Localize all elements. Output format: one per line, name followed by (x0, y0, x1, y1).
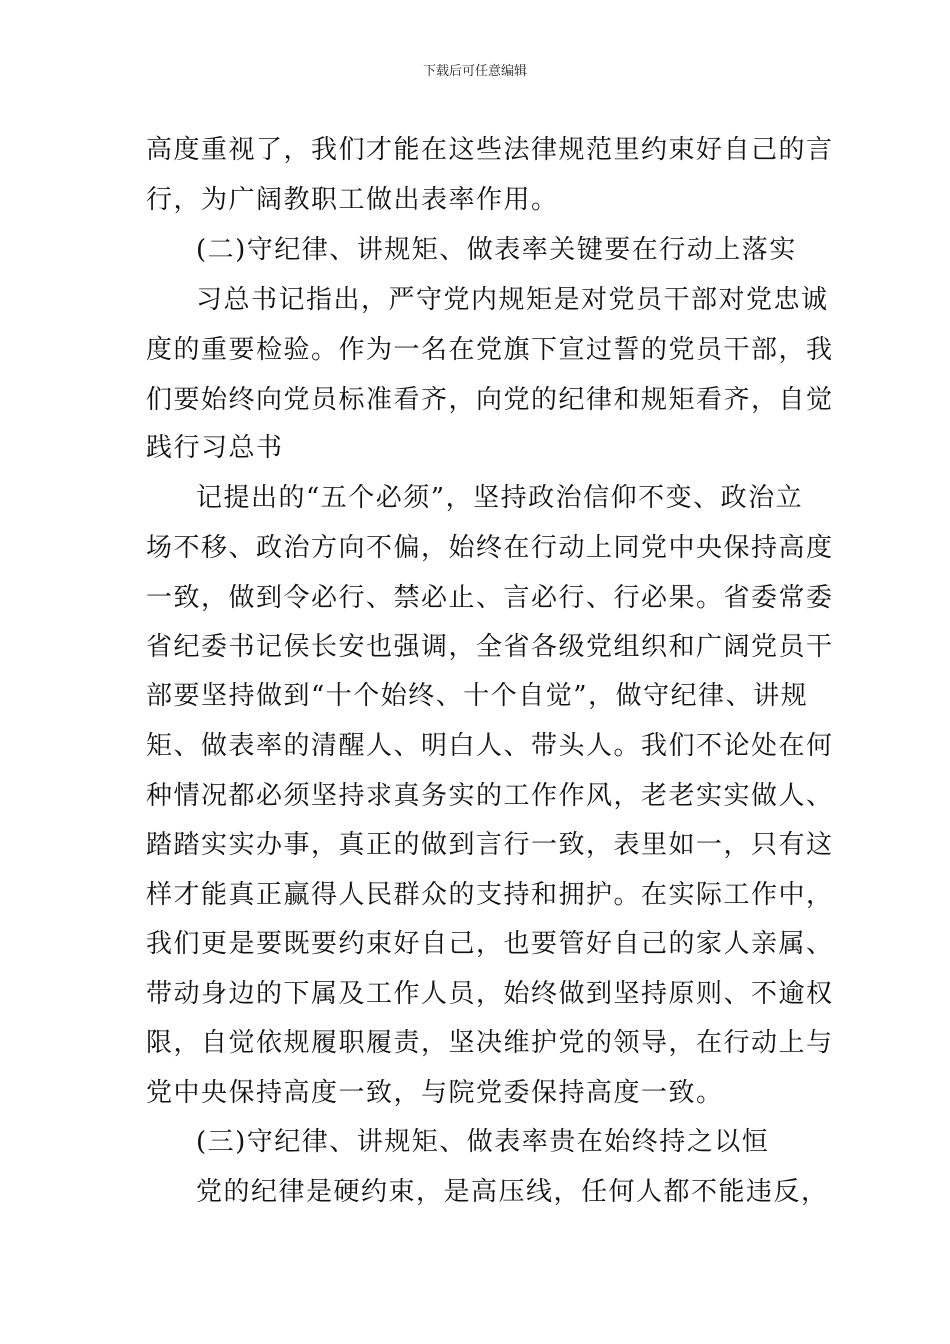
text-line: 省纪委书记侯长安也强调，全省各级党组织和广阔党员干 (146, 632, 834, 662)
text-line: 带动身边的下属及工作人员，始终做到坚持原则、不逾权 (146, 979, 834, 1009)
text-line: 样才能真正赢得人民群众的支持和拥护。在实际工作中， (146, 880, 834, 910)
section-heading: (二)守纪律、讲规矩、做表率关键要在行动上落实 (196, 235, 797, 265)
text-line: 部要坚持做到“十个始终、十个自觉”，做守纪律、讲规 (146, 681, 809, 711)
text-line: 一致，做到令必行、禁必止、言必行、行必果。省委常委 (146, 583, 834, 613)
text-line: 度的重要检验。作为一名在党旗下宣过誓的党员干部，我 (146, 335, 834, 365)
section-heading: (三)守纪律、讲规矩、做表率贵在始终持之以恒 (196, 1127, 770, 1157)
text-line: 们要始终向党员标准看齐，向党的纪律和规矩看齐，自觉 (146, 385, 834, 415)
text-line: 场不移、政治方向不偏，始终在行动上同党中央保持高度 (146, 533, 834, 563)
text-line: 高度重视了，我们才能在这些法律规范里约束好自己的言 (146, 135, 834, 165)
text-line: 党中央保持高度一致，与院党委保持高度一致。 (146, 1078, 724, 1108)
text-line: 矩、做表率的清醒人、明白人、带头人。我们不论处在何 (146, 731, 834, 761)
text-line: 践行习总书 (146, 433, 284, 463)
text-line: 记提出的“五个必须”，坚持政治信仰不变、政治立 (196, 483, 804, 513)
text-line: 习总书记指出，严守党内规矩是对党员干部对党忠诚 (196, 285, 829, 315)
text-line: 党的纪律是硬约束，是高压线，任何人都不能违反， (196, 1177, 829, 1207)
text-line: 种情况都必须坚持求真务实的工作作风，老老实实做人、 (146, 781, 834, 811)
text-line: 我们更是要既要约束好自己，也要管好自己的家人亲属、 (146, 929, 834, 959)
header-note: 下载后可任意编辑 (422, 64, 527, 79)
text-line: 限，自觉依规履职履责，坚决维护党的领导，在行动上与 (146, 1028, 834, 1058)
text-line: 踏踏实实办事，真正的做到言行一致，表里如一，只有这 (146, 830, 834, 860)
text-line: 行，为广阔教职工做出表率作用。 (146, 185, 559, 215)
